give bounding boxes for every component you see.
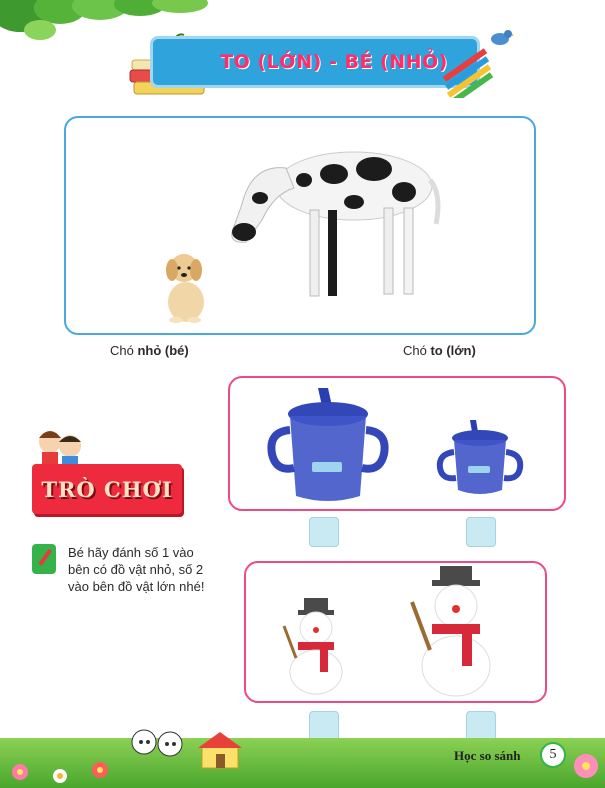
- game-badge-text: TRÒ CHƠI: [41, 476, 173, 502]
- answer-box-small-cup[interactable]: [466, 517, 496, 547]
- caption-big-prefix: Chó: [403, 343, 431, 358]
- caption-small-dog: [110, 343, 189, 358]
- game-badge: [32, 464, 182, 514]
- bird-icon: [488, 26, 514, 48]
- caption-big-bold: to (lớn): [430, 343, 476, 358]
- house-icon: [196, 730, 244, 770]
- answer-box-big-snowman[interactable]: [466, 711, 496, 741]
- small-puppy-image: [156, 246, 214, 324]
- flowers-right-icon: [566, 736, 605, 788]
- page-title: TO (LỚN) - BÉ (NHỎ): [220, 51, 448, 73]
- small-snowman-image: [276, 596, 356, 696]
- flowers-icon: [0, 748, 140, 788]
- small-cup-image: [434, 418, 526, 498]
- answer-box-small-snowman[interactable]: [309, 711, 339, 741]
- game-instructions: Bé hãy đánh số 1 vào bên có đồ vật nhỏ, số 2 vào bên đồ vật lớn nhé!: [68, 545, 205, 594]
- caption-small-bold: nhỏ (bé): [137, 343, 189, 358]
- page-number: 5: [540, 742, 566, 768]
- kids-icon: [34, 424, 86, 466]
- large-dog-image: [224, 124, 444, 306]
- caption-small-prefix: Chó: [110, 343, 138, 358]
- footer-section-label: Học so sánh: [454, 748, 521, 763]
- big-snowman-image: [404, 562, 508, 700]
- caption-big-dog: [403, 343, 476, 358]
- big-cup-image: [266, 384, 392, 506]
- answer-box-big-cup[interactable]: [309, 517, 339, 547]
- pencil-icon: [32, 544, 56, 574]
